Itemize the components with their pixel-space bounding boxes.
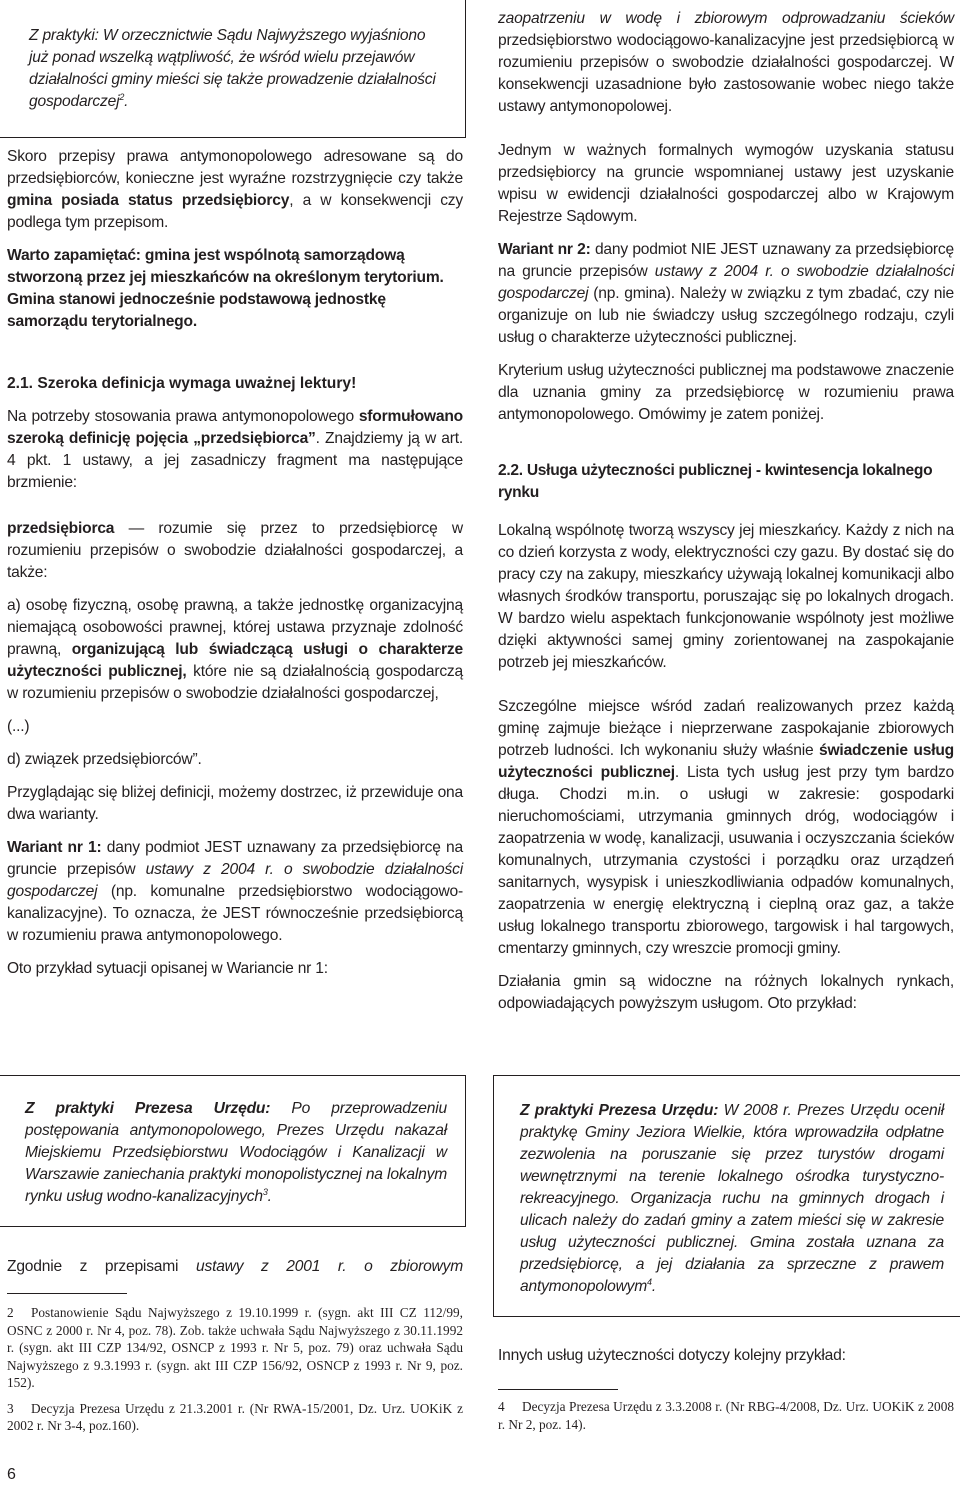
ellipsis: (...): [7, 718, 30, 735]
paragraph: Jednym w ważnych formalnych wymogów uzyskania statusu przedsiębiorcy na gruncie wspomnianej ustawy jest uzyskanie wpisu w ewidencji działalności gospodarczej albo w Krajowym Rejestrze Sądowym.: [498, 142, 954, 225]
variant-2: Wariant nr 2: dany podmiot NIE JEST uznawany za przedsiębiorcę na gruncie przepisów ustawy z 2004 r. o swobodzie działalności gospodarczej (np. gmina). Należy w związku z tym zbadać, czy nie organizuje on lub nie świadczy usług szczególnego rodzaju, czyli usług o charakterze użyteczności publicznej.: [498, 241, 954, 346]
box-label: Z praktyki:: [29, 27, 99, 44]
paragraph: Przyglądając się bliżej definicji, możemy dostrzec, iż przewiduje ona dwa warianty.: [7, 784, 463, 823]
footnote-3: 3 Decyzja Prezesa Urzędu z 21.3.2001 r. (Nr RWA-15/2001, Dz. Urz. UOKiK z 2002 r. Nr 3-4, poz.160).: [7, 1400, 463, 1433]
footnote-rule: [7, 1293, 127, 1294]
paragraph: Innych usług użyteczności dotyczy kolejny przykład:: [498, 1347, 846, 1364]
paragraph: Zgodnie z przepisami ustawy z 2001 r. o zbiorowym: [7, 1258, 463, 1275]
practice-box-1-text: Z praktyki: W orzecznictwie Sądu Najwyższego wyjaśniono już ponad wszelką wątpliwość, że wśród wielu przejawów działalności gminy mieści się także prowadzenie działalności gospodarczej$^2$.: [29, 27, 436, 110]
definition-intro: przedsiębiorca — rozumie się przez to przedsiębiorcę w rozumieniu przepisów o swobodzie działalności gospodarczej, a także:: [7, 520, 463, 581]
footnote-rule: [498, 1389, 618, 1390]
box-label: Z praktyki Prezesa Urzędu:: [520, 1102, 719, 1119]
footnote-ref: 3: [262, 1186, 268, 1197]
left-column: [7, 146, 463, 980]
page-number: 6: [7, 1466, 16, 1483]
footnote-2: 2 Postanowienie Sądu Najwyższego z 19.10.1999 r. (sygn. akt III CZ 112/99, OSNC z 2000 r. Nr 4, poz. 78). Zob. także uchwała Sądu Najwyższego z 30.11.1992 r. (sygn. akt III CZP 134/92, OSNCP z 1993 r. Nr 5, poz. 79) oraz uchwała Sądu Najwyższego z 9.3.1993 r. (sygn. akt III CZP 156/92, OSNCP z 1993 r. Nr 9, poz. 152).: [7, 1305, 463, 1390]
right-column: [498, 8, 954, 1015]
right-continuation: [498, 1345, 954, 1367]
practice-box-2: [0, 1075, 466, 1227]
paragraph: Kryterium usług użyteczności publicznej ma podstawowe znaczenie dla uznania gminy za przedsiębiorcę w rozumieniu prawa antymonopolowego. Omówimy je zatem poniżej.: [498, 362, 954, 423]
footnote-4: 4 Decyzja Prezesa Urzędu z 3.3.2008 r. (Nr RBG-4/2008, Dz. Urz. UOKiK z 2008 r. Nr 2, poz. 14).: [498, 1399, 954, 1432]
footnote-ref: 4: [647, 1276, 652, 1287]
footnote-ref: 2: [119, 91, 125, 102]
remember-note: Warto zapamiętać: gmina jest wspólnotą samorządową stworzoną przez jej mieszkańców na określonym terytorium. Gmina stanowi jednocześnie podstawową jednostkę samorządu terytorialnego.: [7, 247, 444, 330]
section-heading-2-1: 2.1. Szeroka definicja wymaga uważnej lektury!: [7, 375, 357, 392]
footnotes-right: [498, 1398, 954, 1433]
variant-1: Wariant nr 1: dany podmiot JEST uznawany za przedsiębiorcę na gruncie przepisów ustawy z 2004 r. o swobodzie działalności gospodarczej (np. komunalne przedsiębiorstwo wodociągowo-kanalizacyjne). To oznacza, że JEST równocześnie przedsiębiorcą w rozumieniu prawa antymonopolowego.: [7, 839, 463, 944]
practice-box-3-text: Z praktyki Prezesa Urzędu: W 2008 r. Prezes Urzędu ocenił praktykę Gminy Jeziora Wielkie, która wprowadziła odpłatne zezwolenia na poruszanie się przez turystów drogami wewnętrznymi na terenie lokalnego ośrodka turystyczno-rekreacyjnego. Organizacja ruchu na gminnych drogach i ulicach należy do zadań gminy a zatem mieści się w zakresie usług użyteczności publicznej. Gmina została uznana za przedsiębiorcę, a jej działania za sprzeczne z prawem antymonopolowym$^4$.: [520, 1102, 944, 1295]
definition-item-a: a) osobę fizyczną, osobę prawną, a także jednostkę organizacyjną niemającą osobowości prawnej, której ustawa przyznaje zdolność prawną, organizującą lub świadczącą usługi o charakterze użyteczności publicznej, które nie są działalnością gospodarczą w rozumieniu przepisów o swobodzie działalności gospodarczej,: [7, 597, 463, 702]
practice-box-3: [493, 1075, 960, 1317]
practice-box-1: [0, 0, 466, 138]
paragraph: Szczególne miejsce wśród zadań realizowanych przez każdą gminę zajmuje bieżące i nieprzerwane zaspokajanie zbiorowych potrzeb ludności. Ich wykonaniu służy właśnie świadczenie usług użyteczności publicznej. Lista tych usług jest przy tym bardzo długa. Chodzi m.in. o usługi w zakresie: gospodarki nieruchomościami, utrzymania gminnych dróg, wodociągów i zaopatrzenia w wodę, kanalizacji, usuwania i oczyszczania ścieków komunalnych, utrzymania czystości i porządku oraz urządzeń sanitarnych, wysypisk i unieszkodliwiania odpadów komunalnych, zaopatrzenia w energię elektryczną i cieplną oraz gaz, a także usług lokalnego transportu zbiorowego, targowisk i hal targowych, cmentarzy gminnych, czy wreszcie promocji gminy.: [498, 698, 955, 957]
footnotes-left: [7, 1304, 463, 1435]
practice-box-2-text: Z praktyki Prezesa Urzędu: Po przeprowadzeniu postępowania antymonopolowego, Prezes Urzędu nakazał Miejskiemu Przedsiębiorstwu Wodociągów i Kanalizacji w Warszawie zaniechania praktyki monopolistycznej na lokalnym rynku usług wodno-kanalizacyjnych$^3$.: [25, 1100, 447, 1205]
left-continuation: [7, 1256, 463, 1278]
paragraph: Na potrzeby stosowania prawa antymonopolowego sformułowano szeroką definicję pojęcia „przedsiębiorca”. Znajdziemy ją w art. 4 pkt. 1 ustawy, a jej zasadniczy fragment ma następujące brzmienie:: [7, 408, 464, 491]
section-heading-2-2: 2.2. Usługa użyteczności publicznej - kwintesencja lokalnego rynku: [498, 462, 933, 501]
box-label: Z praktyki Prezesa Urzędu:: [25, 1100, 271, 1117]
paragraph: Działania gmin są widoczne na różnych lokalnych rynkach, odpowiadających powyższym usługom. Oto przykład:: [498, 973, 954, 1012]
definition-item-d: d) związek przedsiębiorców”.: [7, 751, 202, 768]
paragraph: Lokalną wspólnotę tworzą wszyscy jej mieszkańcy. Każdy z nich na co dzień korzysta z wody, elektryczności czy gazu. By dostać się do pracy czy na zakupy, mieszkańcy używają lokalnej komunikacji albo własnych środków transportu, poruszając się po lokalnych drogach. W bardzo wielu aspektach funkcjonowanie wspólnoty jest możliwe dzięki aktywności samej gminy zorientowanej na zaspokajanie potrzeb jej mieszkańców.: [498, 522, 954, 671]
paragraph: zaopatrzeniu w wodę i zbiorowym odprowadzaniu ścieków przedsiębiorstwo wodociągowo-kanalizacyjne jest przedsiębiorcą w rozumieniu przepisów o swobodzie działalności gospodarczej. W konsekwencji uzasadnione było zastosowanie wobec niego także ustawy antymonopolowej.: [498, 10, 954, 115]
paragraph: Skoro przepisy prawa antymonopolowego adresowane są do przedsiębiorców, konieczne jest wyraźne rozstrzygnięcie czy także gmina posiada status przedsiębiorcy, a w konsekwencji czy podlega tym przepisom.: [7, 148, 464, 231]
paragraph: Oto przykład sytuacji opisanej w Wariancie nr 1:: [7, 960, 328, 977]
